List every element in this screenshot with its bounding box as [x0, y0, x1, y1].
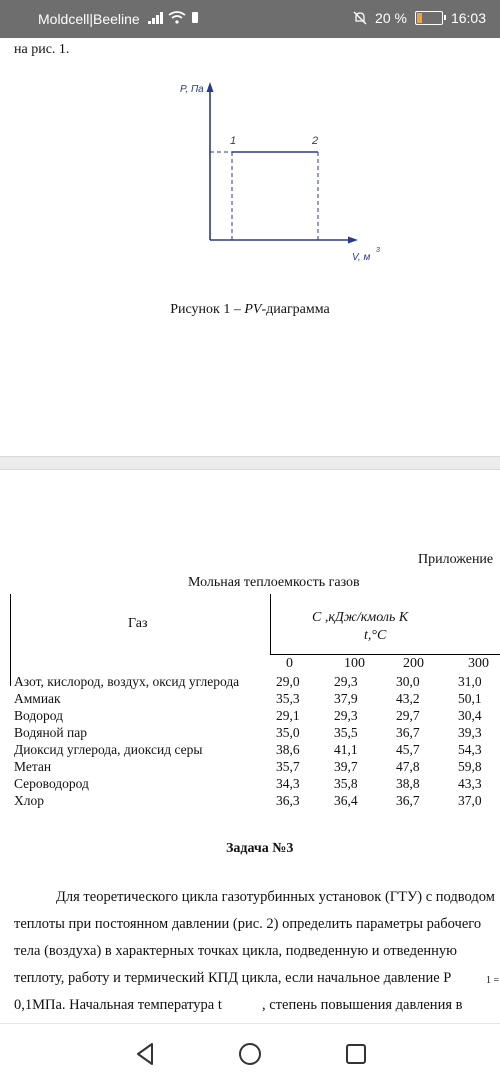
para-line-3: тела (воздуха) в характерных точках цикла, подведенную и отведенную: [14, 943, 457, 959]
table-title: Мольная теплоемкость газов: [188, 575, 360, 590]
x-axis-exponent: 3: [376, 247, 380, 254]
value-cell: 45,7: [396, 742, 420, 757]
value-cell: 43,2: [396, 691, 420, 706]
value-cell: 31,0: [458, 674, 482, 689]
back-icon[interactable]: [132, 1041, 158, 1067]
temp-100: 100: [344, 656, 365, 671]
temperature-header: t,°C: [364, 628, 387, 643]
value-cell: 47,8: [396, 759, 420, 774]
table-header-line: [270, 654, 500, 655]
table-row: [14, 691, 500, 708]
value-cell: 36,7: [396, 793, 420, 808]
value-cell: 30,4: [458, 708, 482, 723]
y-axis-arrow: [207, 82, 214, 92]
table-row: [14, 793, 500, 810]
table-row: [14, 674, 500, 691]
value-cell: 36,3: [276, 793, 300, 808]
gas-name-cell: Водород: [14, 708, 63, 723]
value-cell: 43,3: [458, 776, 482, 791]
para-line-5: 0,1МПа. Начальная температура t: [14, 997, 222, 1013]
value-cell: 38,8: [396, 776, 420, 791]
value-cell: 37,9: [334, 691, 358, 706]
gas-name-cell: Сероводород: [14, 776, 89, 791]
heat-capacity-header: С ,кДж/кмоль К: [312, 610, 409, 625]
value-cell: 50,1: [458, 691, 482, 706]
home-icon[interactable]: [237, 1041, 263, 1067]
caption-suffix: -диаграмма: [261, 302, 330, 317]
task-title: Задача №3: [226, 841, 294, 856]
notification-icon: [191, 11, 199, 24]
x-axis-arrow: [348, 237, 358, 244]
value-cell: 29,3: [334, 674, 358, 689]
para-line-4: теплоту, работу и термический КПД цикла, если начальное давление P: [14, 970, 452, 986]
document-page-2: [0, 470, 500, 1023]
gas-name-cell: Метан: [14, 759, 52, 774]
table-row: [14, 708, 500, 725]
gas-name-cell: Диоксид углерода, диоксид серы: [14, 742, 203, 757]
para-sub-1: 1 =: [486, 975, 500, 986]
gas-column-header: Газ: [128, 616, 148, 631]
value-cell: 29,1: [276, 708, 300, 723]
para-line-1: Для теоретического цикла газотурбинных установок (ГТУ) с подводом: [56, 889, 495, 905]
value-cell: 59,8: [458, 759, 482, 774]
value-cell: 30,0: [396, 674, 420, 689]
value-cell: 39,7: [334, 759, 358, 774]
caption-italic: PV: [244, 302, 262, 317]
caption-prefix: Рисунок 1 –: [170, 302, 245, 317]
value-cell: 38,6: [276, 742, 300, 757]
value-cell: 35,5: [334, 725, 358, 740]
value-cell: 35,7: [276, 759, 300, 774]
signal-icons: [148, 11, 199, 27]
temp-0: 0: [286, 656, 293, 671]
value-cell: 37,0: [458, 793, 482, 808]
navigation-bar: [0, 1023, 500, 1084]
gas-name-cell: Азот, кислород, воздух, оксид углерода: [14, 674, 240, 689]
value-cell: 36,4: [334, 793, 358, 808]
table-row: [14, 725, 500, 742]
page-separator: [0, 456, 500, 470]
table-row: [14, 776, 500, 793]
temp-200: 200: [403, 656, 424, 671]
recent-apps-icon[interactable]: [343, 1041, 369, 1067]
mute-bell-icon: [353, 11, 367, 25]
point-2-label: 2: [312, 135, 319, 147]
value-cell: 39,3: [458, 725, 482, 740]
value-cell: 41,1: [334, 742, 358, 757]
table-left-border: [10, 594, 11, 686]
gas-name-cell: Аммиак: [14, 691, 61, 706]
value-cell: 54,3: [458, 742, 482, 757]
table-col-divider: [270, 594, 271, 654]
table-row: [14, 759, 500, 776]
pv-diagram: [160, 78, 400, 278]
value-cell: 29,0: [276, 674, 300, 689]
value-cell: 29,7: [396, 708, 420, 723]
document-page-1: [0, 38, 500, 456]
gas-name-cell: Водяной пар: [14, 725, 87, 740]
battery-icon: [415, 11, 443, 25]
carrier-name: Moldcell|Beeline: [38, 11, 140, 27]
clock: 16:03: [450, 10, 486, 26]
battery-percent: 20 %: [375, 10, 407, 26]
value-cell: 34,3: [276, 776, 300, 791]
status-bar: [0, 0, 500, 38]
value-cell: 36,7: [396, 725, 420, 740]
appendix-label: Приложение: [418, 552, 494, 567]
value-cell: 35,8: [334, 776, 358, 791]
table-row: [14, 742, 500, 759]
wifi-icon: [168, 11, 186, 24]
value-cell: 35,0: [276, 725, 300, 740]
x-axis-label: V, м: [352, 252, 371, 263]
point-1-label: 1: [230, 135, 237, 147]
top-line: на рис. 1.: [14, 42, 70, 57]
signal-icon: [148, 12, 164, 24]
y-axis-label: P, Па: [180, 84, 204, 95]
para-line-5-tail: , степень повышения давления в: [262, 997, 463, 1013]
status-right: [353, 10, 486, 26]
value-cell: 35,3: [276, 691, 300, 706]
value-cell: 29,3: [334, 708, 358, 723]
figure-caption: [0, 302, 500, 318]
temp-300: 300: [468, 656, 489, 671]
gas-name-cell: Хлор: [14, 793, 44, 808]
para-line-2: теплоты при постоянном давлении (рис. 2) определить параметры рабочего: [14, 916, 482, 932]
